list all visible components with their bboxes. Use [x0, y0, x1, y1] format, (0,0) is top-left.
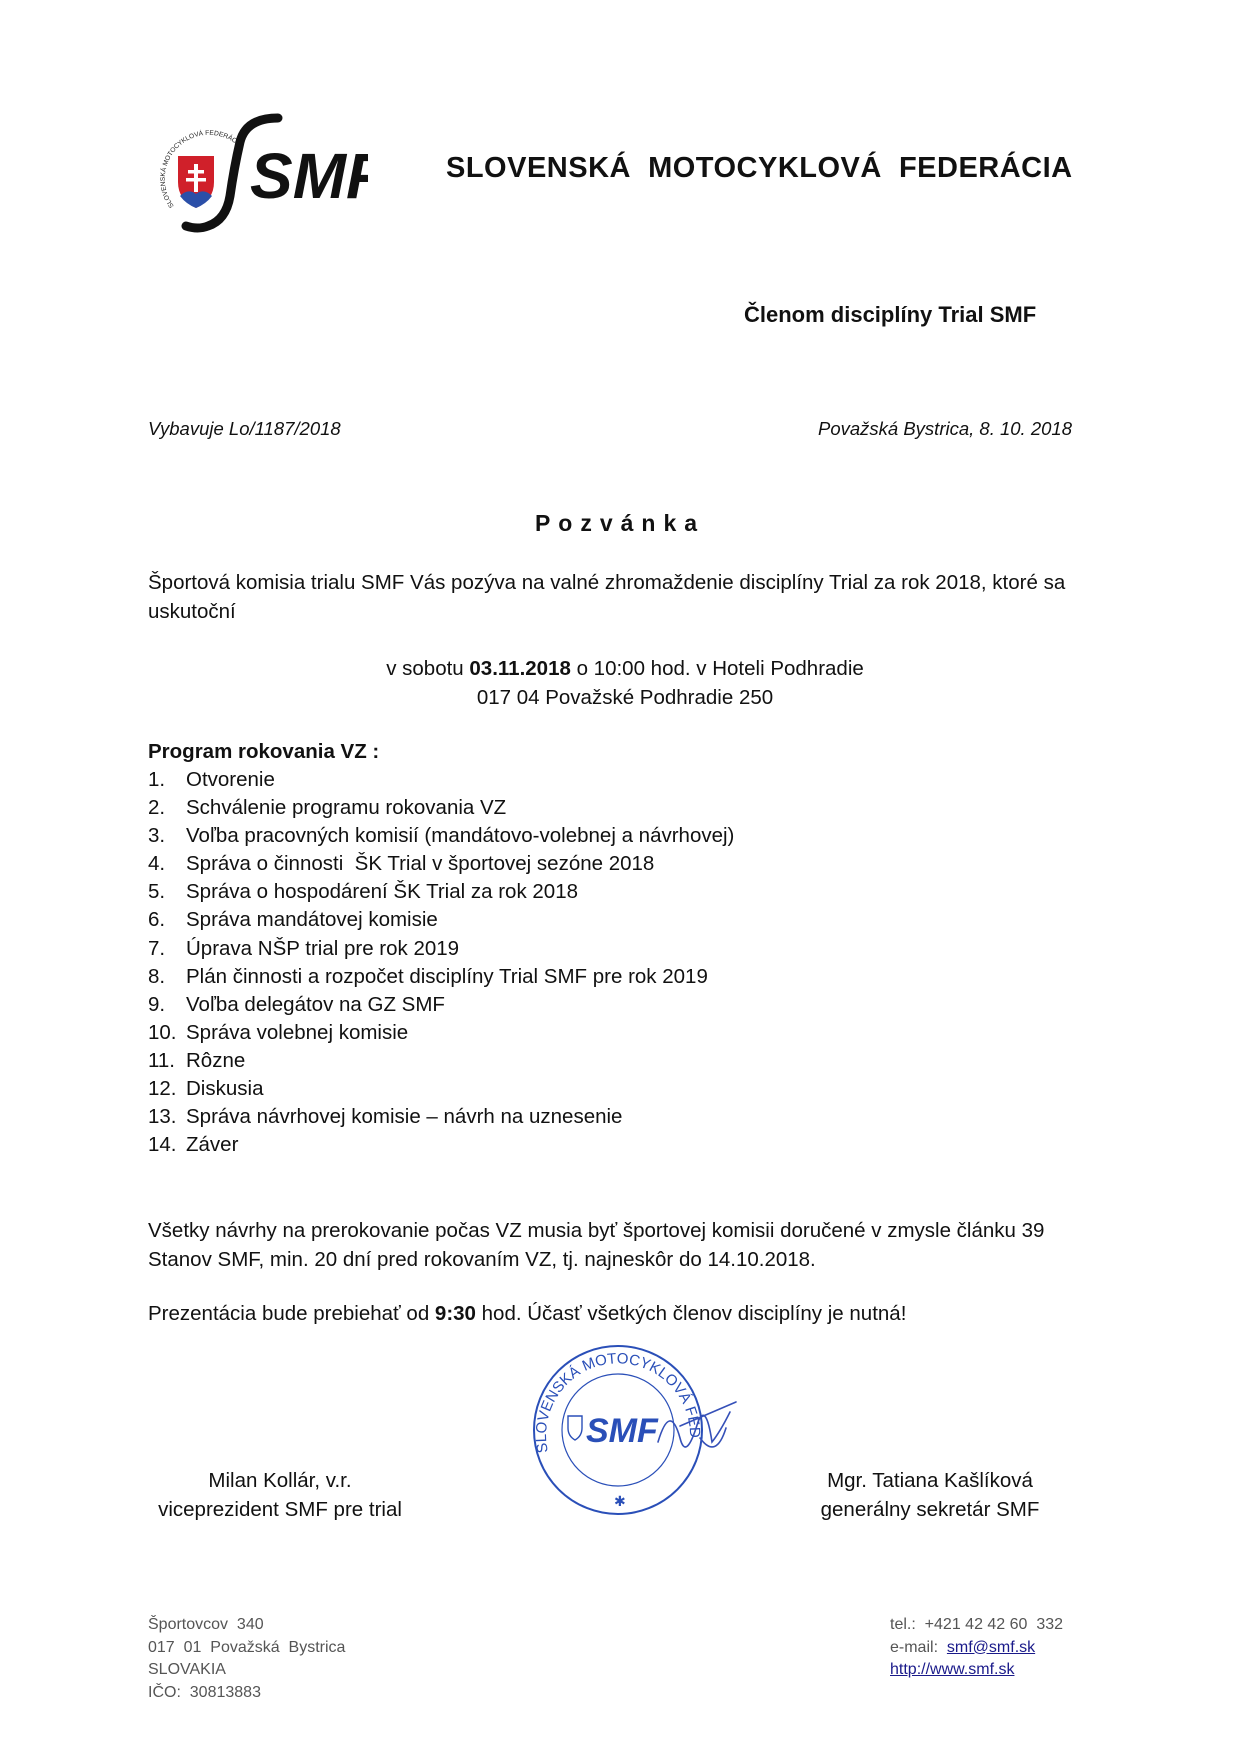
program-heading: Program rokovania VZ : — [148, 740, 380, 763]
agenda-item-number: 4. — [148, 852, 166, 876]
logo-ring-text: SLOVENSKÁ MOTOCYKLOVÁ FEDERÁCIA — [159, 129, 244, 209]
agenda-item-number: 5. — [148, 880, 166, 904]
phone-number: tel.: +421 42 42 60 332 — [890, 1616, 1064, 1633]
registration-time: 9:30 — [434, 1302, 476, 1325]
email-label: e-mail: — [890, 1638, 947, 1656]
agenda-item — [148, 1075, 734, 1103]
footer-contact — [890, 1614, 1063, 1682]
registration-prefix: Prezentácia bude prebiehať od — [148, 1302, 435, 1325]
agenda-item-number: 6. — [148, 908, 166, 932]
smf-logo — [148, 112, 368, 240]
agenda-list — [148, 766, 734, 1159]
reference-number: Vybavuje Lo/1187/2018 — [148, 418, 341, 439]
agenda-item-number: 8. — [148, 964, 166, 988]
agenda-item-text: Voľba delegátov na GZ SMF — [186, 992, 445, 1016]
agenda-item-text: Otvorenie — [186, 768, 275, 791]
company-id: IČO: 30813883 — [148, 1683, 261, 1701]
agenda-item-number: 14. — [148, 1133, 177, 1157]
agenda-item — [148, 822, 734, 850]
agenda-item-number: 10. — [148, 1020, 177, 1044]
agenda-item-number: 1. — [148, 768, 166, 791]
signatory-name: Mgr. Tatiana Kašlíková — [827, 1469, 1033, 1492]
agenda-item — [148, 1131, 734, 1159]
agenda-item-number: 13. — [148, 1105, 177, 1129]
agenda-item — [148, 991, 734, 1019]
signatory-role: viceprezident SMF pre trial — [158, 1498, 402, 1521]
logo-text: SM — [250, 140, 346, 212]
agenda-item-text: Voľba pracovných komisií (mandátovo-volebnej a návrhovej) — [186, 824, 735, 848]
agenda-item-text: Správa o činnosti ŠK Trial v športovej sezóne 2018 — [186, 852, 655, 876]
registration-note — [148, 1302, 906, 1326]
agenda-item-number: 3. — [148, 824, 166, 848]
organization-name: SLOVENSKÁ MOTOCYKLOVÁ FEDERÁCIA — [446, 152, 1073, 184]
stamp-center-text: SMF — [586, 1412, 658, 1450]
official-stamp — [530, 1342, 754, 1518]
agenda-item-number: 2. — [148, 796, 166, 820]
agenda-item — [148, 1019, 734, 1047]
agenda-item-text: Záver — [186, 1133, 239, 1157]
agenda-item-text: Správa o hospodárení ŠK Trial za rok 2018 — [186, 880, 579, 904]
agenda-item-text: Úprava NŠP trial pre rok 2019 — [186, 936, 460, 960]
agenda-item-number: 12. — [148, 1077, 177, 1101]
submission-note: Všetky návrhy na prerokovanie počas VZ musia byť športovej komisii doručené v zmysle článku 39 Stanov SMF, min. 20 dní pred rokovaním VZ, tj. najneskôr do 14.10.2018. — [148, 1219, 1045, 1271]
agenda-item-number: 11. — [148, 1048, 175, 1072]
agenda-item-number: 7. — [148, 936, 166, 960]
email-link[interactable]: smf@smf.sk — [946, 1638, 1036, 1656]
agenda-item — [148, 766, 734, 794]
agenda-item-text: Schválenie programu rokovania VZ — [186, 796, 507, 820]
signature-right — [800, 1466, 1060, 1524]
agenda-item — [148, 850, 734, 878]
agenda-item-text: Správa návrhovej komisie – návrh na uznesenie — [186, 1105, 623, 1129]
agenda-item — [148, 963, 734, 991]
footer-address — [148, 1614, 345, 1704]
event-date: 03.11.2018 — [469, 657, 571, 680]
agenda-item — [148, 1103, 734, 1131]
agenda-item — [148, 794, 734, 822]
stamp-ring-text: SLOVENSKÁ MOTOCYKLOVÁ FED — [532, 1350, 704, 1455]
agenda-item-text: Diskusia — [186, 1077, 264, 1101]
venue-line-1 — [0, 654, 1240, 683]
agenda-item-text: Rôzne — [186, 1048, 246, 1072]
agenda-item-text: Správa volebnej komisie — [186, 1020, 409, 1044]
agenda-item — [148, 878, 734, 906]
stamp-crest-icon — [568, 1416, 582, 1440]
email-line — [890, 1637, 1063, 1660]
slovak-crest-icon — [178, 156, 214, 208]
venue-prefix: v sobotu — [386, 657, 470, 680]
signatory-role: generálny sekretár SMF — [820, 1498, 1040, 1521]
agenda-item-text: Správa mandátovej komisie — [186, 908, 438, 932]
agenda-item-text: Plán činnosti a rozpočet disciplíny Trial SMF pre rok 2019 — [186, 964, 708, 988]
agenda-item — [148, 1047, 734, 1075]
signature-left — [150, 1466, 410, 1524]
venue-suffix: o 10:00 hod. v Hoteli Podhradie — [570, 657, 864, 680]
stamp-star-icon: ✱ — [614, 1493, 626, 1509]
place-date: Považská Bystrica, 8. 10. 2018 — [818, 418, 1072, 439]
agenda-item — [148, 935, 734, 963]
registration-suffix: hod. Účasť všetkých členov disciplíny je nutná! — [475, 1302, 907, 1325]
signatory-name: Milan Kollár, v.r. — [208, 1469, 352, 1492]
website-link[interactable]: http://www.smf.sk — [890, 1661, 1015, 1679]
agenda-item-number: 9. — [148, 992, 166, 1016]
recipient: Členom disciplíny Trial SMF — [744, 302, 1037, 327]
agenda-item — [148, 906, 734, 934]
intro-paragraph: Športová komisia trialu SMF Vás pozýva na valné zhromaždenie disciplíny Trial za rok 2018, ktoré sa uskutoční — [148, 571, 1066, 623]
address-street: Športovcov 340 — [148, 1616, 264, 1633]
venue-line-2: 017 04 Považské Podhradie 250 — [476, 686, 774, 709]
venue-block — [0, 654, 1240, 712]
address-city: 017 01 Považská Bystrica — [148, 1638, 346, 1656]
address-country: SLOVAKIA — [148, 1661, 226, 1679]
letter-title: Pozvánka — [534, 510, 706, 536]
